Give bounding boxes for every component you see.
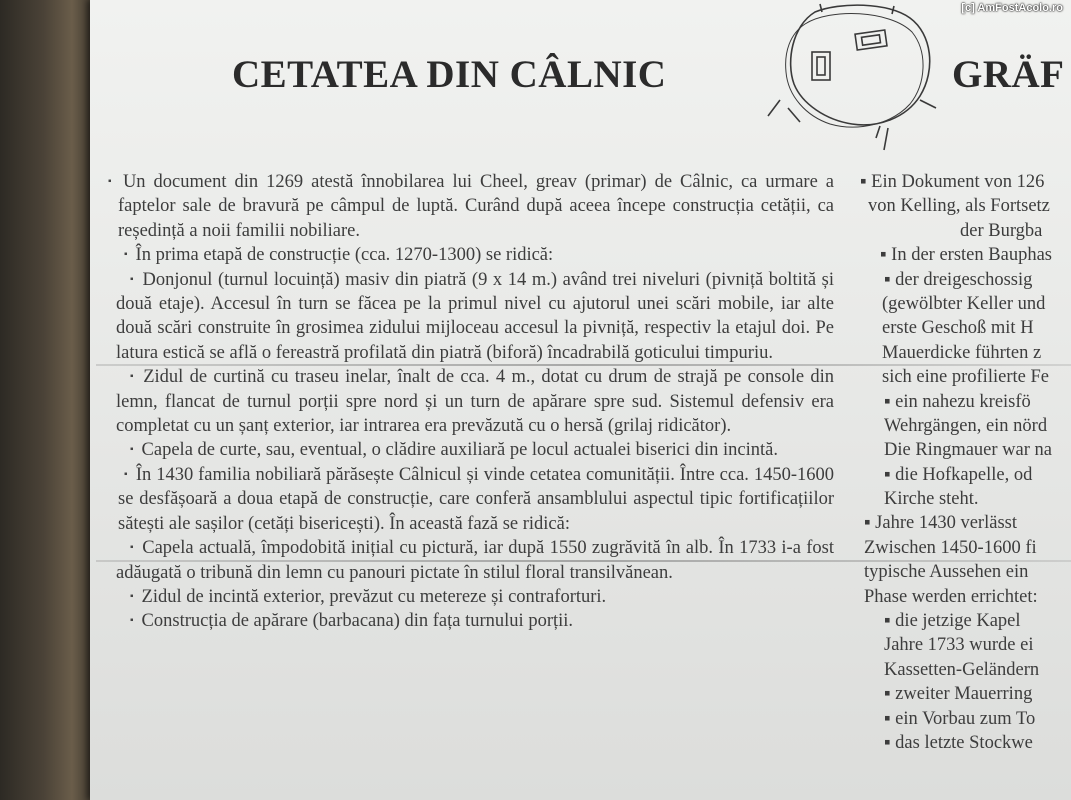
paragraph-first-stage: ▪ În prima etapă de construcție (cca. 1270-1300) se ridică: bbox=[124, 245, 554, 266]
german-line: der Burgba bbox=[960, 220, 1043, 241]
german-line: erste Geschoß mit H bbox=[882, 318, 1034, 339]
german-line: ▪ ein Vorbau zum To bbox=[884, 708, 1036, 729]
bullet-icon: ▪ bbox=[124, 468, 128, 480]
paragraph-donjon: ▪ Donjonul (turnul locuință) masiv din piatră (9 x 14 m.) având trei niveluri (pivniță boltită și două etaje). Accesul în turn se făcea pe la primul nivel cu ajutorul unei scări mobile, iar alte două scări construite în grosimea zidului mijloceau accesul la pivniță, respectiv la etajul doi. Pe latura estică se află o fereastră profilată din piatră (biforă) încadrabilă goticului timpuriu. bbox=[116, 269, 834, 363]
german-line: ▪ die Hofkapelle, od bbox=[884, 464, 1033, 485]
bullet-icon: ▪ bbox=[124, 249, 128, 261]
paragraph-barbican: ▪ Construcția de apărare (barbacana) din fața turnului porții. bbox=[130, 611, 574, 632]
german-line: Kirche steht. bbox=[884, 489, 979, 510]
panel-fold-line bbox=[96, 560, 1071, 562]
german-line: ▪ der dreigeschossig bbox=[884, 269, 1033, 290]
paragraph-curtain-wall: ▪ Zidul de curtină cu traseu inelar, înalt de cca. 4 m., dotat cu drum de strajă pe console din lemn, flancat de turnul porții spre nord și un turn de apărare spre sud. Sistemul defensiv era completat cu un șanț exterior, iar intrarea era prevăzută cu o hersă (grilaj ridicător). bbox=[116, 367, 835, 437]
title-german: GRÄF bbox=[952, 53, 1065, 96]
fortress-plan-drawing bbox=[760, 0, 950, 160]
bullet-icon: ▪ bbox=[108, 176, 115, 187]
german-line: ▪ zweiter Mauerring bbox=[884, 684, 1033, 705]
bullet-icon: ▪ bbox=[130, 590, 134, 602]
german-line: typische Aussehen ein bbox=[864, 562, 1029, 583]
stone-wall-background bbox=[0, 0, 96, 800]
bullet-icon: ▪ bbox=[130, 615, 134, 627]
german-line: ▪ ein nahezu kreisfö bbox=[884, 391, 1031, 412]
romanian-text-column bbox=[94, 170, 834, 634]
paragraph-court-chapel: ▪ Capela de curte, sau, eventual, o clădire auxiliară pe locul actualei biserici din incintă. bbox=[130, 440, 778, 461]
german-line: Wehrgängen, ein nörd bbox=[884, 415, 1048, 436]
german-line: Zwischen 1450-1600 fi bbox=[864, 537, 1037, 558]
german-line: (gewölbter Keller und bbox=[882, 293, 1046, 314]
paragraph-outer-wall: ▪ Zidul de incintă exterior, prevăzut cu metereze și contraforturi. bbox=[130, 586, 607, 607]
german-line: ▪ das letzte Stockwe bbox=[884, 732, 1033, 753]
bullet-icon: ▪ bbox=[130, 444, 134, 456]
paragraph-1430: ▪ În 1430 familia nobiliară părăsește Câlnicul și vinde cetatea comunității. Între cca. 1450-1600 se desfășoară a doua etapă de construcție, care conferă ansamblului aspectul tipic fortificațiilor sătești ale sașilor (cetăți bisericești). În această fază se ridică: bbox=[118, 464, 835, 534]
german-line: ▪ In der ersten Bauphas bbox=[880, 245, 1052, 266]
german-line: von Kelling, als Fortsetz bbox=[868, 196, 1050, 217]
german-line: Kassetten-Geländern bbox=[884, 659, 1040, 680]
bullet-icon: ▪ bbox=[130, 542, 135, 554]
german-line: Phase werden errichtet: bbox=[864, 586, 1038, 607]
german-line: Mauerdicke führten z bbox=[882, 342, 1042, 363]
german-line: ▪ Jahre 1430 verlässt bbox=[864, 513, 1017, 534]
paragraph-document-1269: ▪ Un document din 1269 atestă înnobilarea lui Cheel, greav (primar) de Câlnic, ca urmare a faptelor sale de bravură pe câmpul de luptă. Curând după aceea începe construcția cetății, ca reședință a noii familii nobiliare. bbox=[108, 172, 835, 241]
german-line: ▪ Ein Dokument von 126 bbox=[860, 172, 1045, 192]
german-line: ▪ die jetzige Kapel bbox=[884, 611, 1021, 632]
german-text-column bbox=[860, 170, 1071, 755]
german-line: sich eine profilierte Fe bbox=[882, 367, 1049, 388]
panel-fold-line bbox=[96, 364, 1071, 366]
bullet-icon: ▪ bbox=[130, 273, 135, 285]
german-line: Jahre 1733 wurde ei bbox=[884, 635, 1034, 656]
german-line: Die Ringmauer war na bbox=[884, 440, 1052, 461]
paragraph-current-chapel: ▪ Capela actuală, împodobită inițial cu pictură, iar după 1550 zugrăvită în alb. În 1733 i-a fost adăugată o tribună din lemn cu panouri pictate în stilul floral transilvănean. bbox=[116, 538, 834, 583]
bullet-icon: ▪ bbox=[130, 371, 136, 383]
watermark: [c] AmFostAcolo.ro bbox=[961, 2, 1063, 14]
title-romanian: CETATEA DIN CÂLNIC bbox=[232, 53, 667, 96]
